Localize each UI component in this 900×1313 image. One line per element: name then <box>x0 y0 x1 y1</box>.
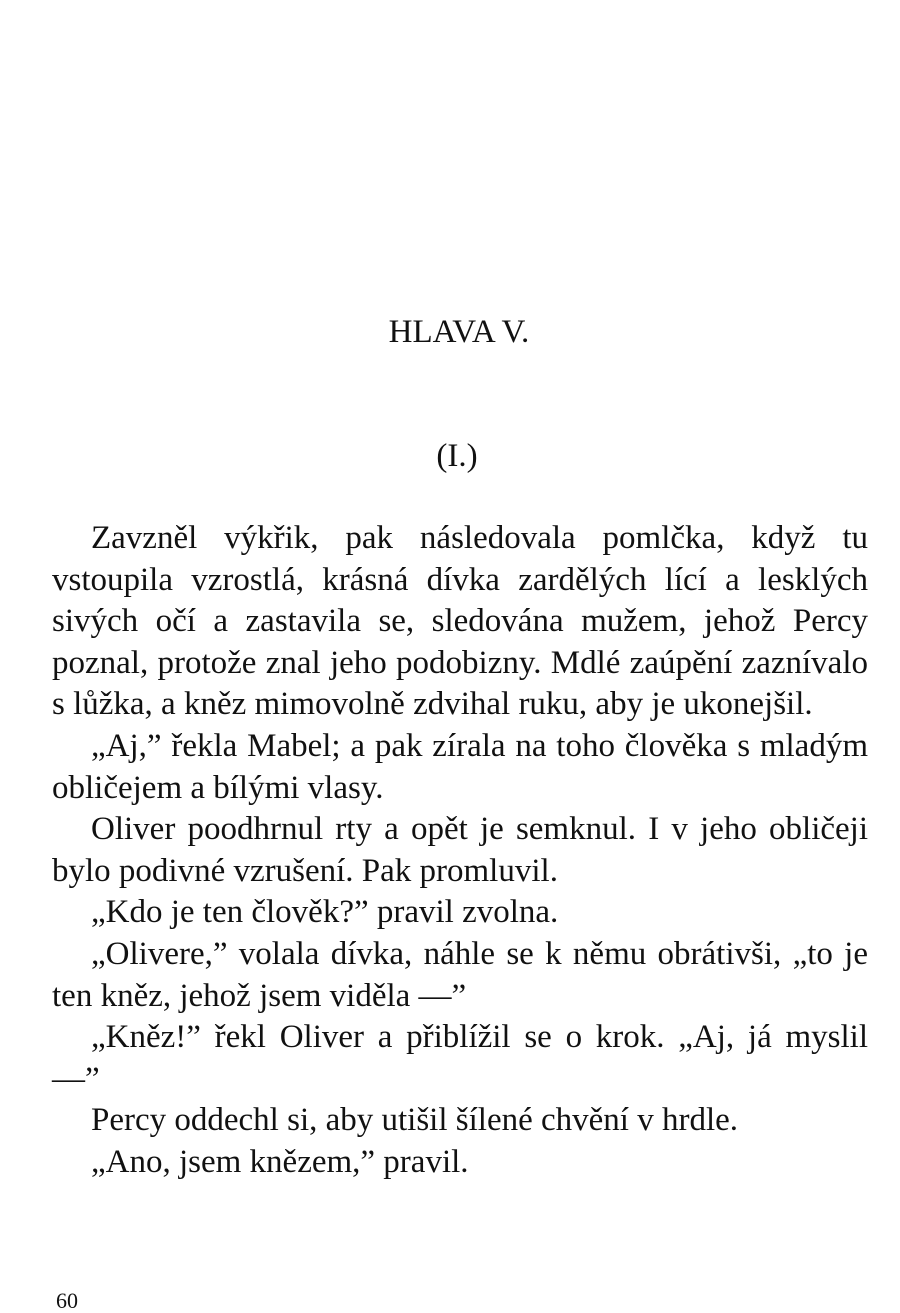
paragraph: „Kněz!” řekl Oliver a přiblížil se o krok. „Aj, já myslil —” <box>52 1019 868 1097</box>
paragraph: Oliver poodhrnul rty a opět je semknul. I v jeho obličeji bylo podivné vzrušení. Pak promluvil. <box>52 811 868 889</box>
body-text <box>52 518 868 1184</box>
paragraph: Percy oddechl si, aby utišil šílené chvění v hrdle. <box>91 1102 739 1139</box>
page-number: 60 <box>56 1288 78 1313</box>
chapter-title: HLAVA V. <box>388 314 530 350</box>
paragraph: „Olivere,” volala dívka, náhle se k němu obrátivši, „to je ten kněz, jehož jsem viděla —” <box>52 935 868 1014</box>
paragraph: „Ano, jsem knězem,” pravil. <box>91 1143 469 1180</box>
paragraph: „Aj,” řekla Mabel; a pak zírala na toho člověka s mladým obličejem a bílými vlasy. <box>52 727 868 806</box>
paragraph: „Kdo je ten člověk?” pravil zvolna. <box>91 894 559 931</box>
section-number: (I.) <box>436 438 478 474</box>
paragraph: Zavzněl výkřik, pak následovala pomlčka, když tu vstoupila vzrostlá, krásná dívka zardělých lící a lesklých sivých očí a zastavila se, sledována mužem, jehož Percy poznal, protože znal jeho podobizny. Mdlé zaúpění zaznívalo s lůžka, a kněz mimovolně zdvihal ruku, aby je ukonejšil. <box>52 520 868 723</box>
